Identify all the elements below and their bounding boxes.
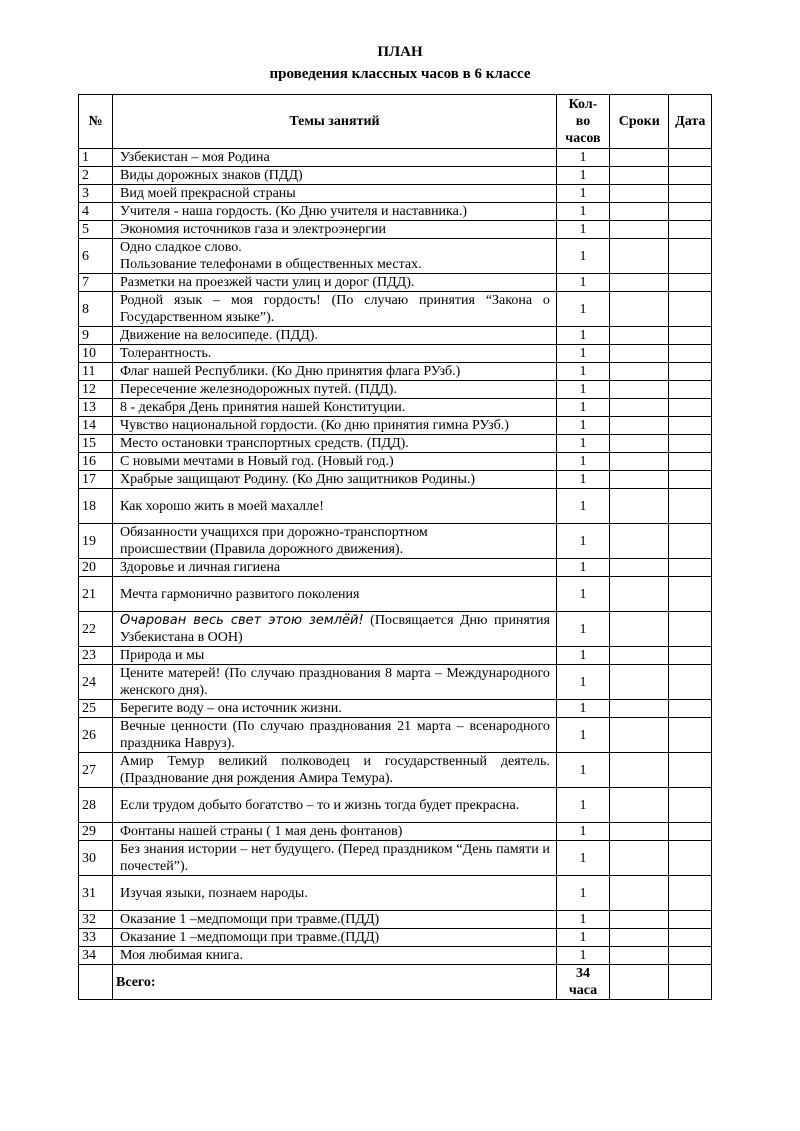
row-deadline bbox=[610, 471, 669, 489]
row-topic: Оказание 1 –медпомощи при травме.(ПДД) bbox=[112, 929, 556, 947]
row-topic: Фонтаны нашей страны ( 1 мая день фонтанов) bbox=[112, 823, 556, 841]
table-row bbox=[79, 947, 712, 965]
row-hours: 1 bbox=[556, 363, 609, 381]
row-hours: 1 bbox=[556, 647, 609, 665]
table-row bbox=[79, 559, 712, 577]
row-deadline bbox=[610, 292, 669, 327]
table-row bbox=[79, 274, 712, 292]
row-number: 5 bbox=[79, 221, 113, 239]
row-number: 11 bbox=[79, 363, 113, 381]
table-header-row bbox=[79, 95, 712, 149]
row-hours: 1 bbox=[556, 718, 609, 753]
row-number: 32 bbox=[79, 911, 113, 929]
row-date bbox=[669, 471, 712, 489]
row-number: 20 bbox=[79, 559, 113, 577]
row-topic: Моя любимая книга. bbox=[112, 947, 556, 965]
row-hours: 1 bbox=[556, 929, 609, 947]
total-hours bbox=[556, 965, 609, 1000]
row-date bbox=[669, 489, 712, 524]
row-date bbox=[669, 203, 712, 221]
plan-table bbox=[78, 94, 712, 1000]
row-date bbox=[669, 700, 712, 718]
row-hours: 1 bbox=[556, 911, 609, 929]
row-date bbox=[669, 823, 712, 841]
row-topic: Оказание 1 –медпомощи при травме.(ПДД) bbox=[112, 911, 556, 929]
table-row bbox=[79, 841, 712, 876]
row-deadline bbox=[610, 612, 669, 647]
row-topic: Пересечение железнодорожных путей. (ПДД). bbox=[112, 381, 556, 399]
row-number: 23 bbox=[79, 647, 113, 665]
row-number: 21 bbox=[79, 577, 113, 612]
row-deadline bbox=[610, 929, 669, 947]
table-row bbox=[79, 612, 712, 647]
row-deadline bbox=[610, 274, 669, 292]
row-topic-rest: (Посвящается Дню принятия Узбекистана в ООН) bbox=[119, 613, 550, 645]
row-deadline bbox=[610, 327, 669, 345]
row-number: 26 bbox=[79, 718, 113, 753]
column-header-hours-line1: Кол- bbox=[568, 97, 598, 112]
row-deadline bbox=[610, 221, 669, 239]
row-deadline bbox=[610, 788, 669, 823]
table-row bbox=[79, 399, 712, 417]
row-deadline bbox=[610, 647, 669, 665]
row-number: 3 bbox=[79, 185, 113, 203]
row-deadline bbox=[610, 841, 669, 876]
table-row bbox=[79, 718, 712, 753]
row-hours: 1 bbox=[556, 753, 609, 788]
row-date bbox=[669, 381, 712, 399]
table-row bbox=[79, 453, 712, 471]
row-date bbox=[669, 435, 712, 453]
row-deadline bbox=[610, 203, 669, 221]
row-topic: Родной язык – моя гордость! (По случаю принятия “Закона о Государственном языке”). bbox=[112, 292, 556, 327]
total-number-cell bbox=[79, 965, 113, 1000]
row-hours: 1 bbox=[556, 417, 609, 435]
row-deadline bbox=[610, 489, 669, 524]
row-deadline bbox=[610, 399, 669, 417]
row-deadline bbox=[610, 524, 669, 559]
row-deadline bbox=[610, 577, 669, 612]
row-topic bbox=[112, 612, 556, 647]
row-number: 34 bbox=[79, 947, 113, 965]
table-row bbox=[79, 665, 712, 700]
row-date bbox=[669, 399, 712, 417]
row-hours: 1 bbox=[556, 239, 609, 274]
row-topic: Узбекистан – моя Родина bbox=[112, 149, 556, 167]
row-deadline bbox=[610, 876, 669, 911]
row-hours: 1 bbox=[556, 381, 609, 399]
table-row bbox=[79, 149, 712, 167]
row-topic-line1: Обязанности учащихся при дорожно-транспортном bbox=[119, 525, 428, 540]
row-hours: 1 bbox=[556, 167, 609, 185]
row-deadline bbox=[610, 239, 669, 274]
row-date bbox=[669, 524, 712, 559]
row-number: 13 bbox=[79, 399, 113, 417]
row-topic: Здоровье и личная гигиена bbox=[112, 559, 556, 577]
total-hours-value: 34 bbox=[575, 966, 590, 981]
document-title: ПЛАН bbox=[377, 44, 423, 60]
row-number: 12 bbox=[79, 381, 113, 399]
column-header-deadline: Сроки bbox=[610, 95, 669, 149]
row-topic: Толерантность. bbox=[112, 345, 556, 363]
row-hours: 1 bbox=[556, 947, 609, 965]
row-deadline bbox=[610, 167, 669, 185]
table-row bbox=[79, 221, 712, 239]
row-date bbox=[669, 185, 712, 203]
row-topic-line2: Пользование телефонами в общественных местах. bbox=[119, 257, 422, 272]
table-row bbox=[79, 435, 712, 453]
row-number: 9 bbox=[79, 327, 113, 345]
table-row bbox=[79, 788, 712, 823]
row-topic: Виды дорожных знаков (ПДД) bbox=[112, 167, 556, 185]
table-row bbox=[79, 345, 712, 363]
row-date bbox=[669, 363, 712, 381]
row-date bbox=[669, 665, 712, 700]
row-topic: Изучая языки, познаем народы. bbox=[112, 876, 556, 911]
row-hours: 1 bbox=[556, 471, 609, 489]
row-date bbox=[669, 345, 712, 363]
row-topic: Храбрые защищают Родину. (Ко Дню защитников Родины.) bbox=[112, 471, 556, 489]
row-hours: 1 bbox=[556, 399, 609, 417]
row-hours: 1 bbox=[556, 823, 609, 841]
table-row bbox=[79, 823, 712, 841]
row-topic: Разметки на проезжей части улиц и дорог (ПДД). bbox=[112, 274, 556, 292]
row-hours: 1 bbox=[556, 841, 609, 876]
row-number: 1 bbox=[79, 149, 113, 167]
row-deadline bbox=[610, 559, 669, 577]
row-hours: 1 bbox=[556, 203, 609, 221]
row-date bbox=[669, 327, 712, 345]
row-deadline bbox=[610, 753, 669, 788]
row-number: 4 bbox=[79, 203, 113, 221]
row-date bbox=[669, 788, 712, 823]
table-row bbox=[79, 753, 712, 788]
row-deadline bbox=[610, 718, 669, 753]
row-hours: 1 bbox=[556, 489, 609, 524]
row-topic: С новыми мечтами в Новый год. (Новый год.) bbox=[112, 453, 556, 471]
row-date bbox=[669, 149, 712, 167]
row-date bbox=[669, 841, 712, 876]
row-topic-line2: происшествии (Правила дорожного движения). bbox=[119, 542, 404, 557]
table-row bbox=[79, 381, 712, 399]
row-hours: 1 bbox=[556, 453, 609, 471]
table-row bbox=[79, 363, 712, 381]
row-topic: Если трудом добыто богатство – то и жизнь тогда будет прекрасна. bbox=[112, 788, 556, 823]
row-topic: Чувство национальной гордости. (Ко дню принятия гимна РУзб.) bbox=[112, 417, 556, 435]
row-number: 27 bbox=[79, 753, 113, 788]
row-hours: 1 bbox=[556, 577, 609, 612]
table-row bbox=[79, 876, 712, 911]
row-date bbox=[669, 239, 712, 274]
table-row bbox=[79, 911, 712, 929]
column-header-date: Дата bbox=[669, 95, 712, 149]
table-row bbox=[79, 489, 712, 524]
row-number: 10 bbox=[79, 345, 113, 363]
row-topic: Амир Темур великий полководец и государственный деятель. (Празднование дня рождения Амира Темура). bbox=[112, 753, 556, 788]
total-deadline-cell bbox=[610, 965, 669, 1000]
table-row bbox=[79, 647, 712, 665]
row-hours: 1 bbox=[556, 700, 609, 718]
row-number: 29 bbox=[79, 823, 113, 841]
row-deadline bbox=[610, 149, 669, 167]
total-date-cell bbox=[669, 965, 712, 1000]
row-date bbox=[669, 718, 712, 753]
row-hours: 1 bbox=[556, 274, 609, 292]
row-date bbox=[669, 417, 712, 435]
table-row bbox=[79, 203, 712, 221]
row-date bbox=[669, 647, 712, 665]
row-number: 8 bbox=[79, 292, 113, 327]
row-deadline bbox=[610, 435, 669, 453]
table-row bbox=[79, 471, 712, 489]
row-date bbox=[669, 753, 712, 788]
row-hours: 1 bbox=[556, 327, 609, 345]
table-row bbox=[79, 239, 712, 274]
table-row bbox=[79, 524, 712, 559]
table-row bbox=[79, 292, 712, 327]
row-number: 30 bbox=[79, 841, 113, 876]
row-date bbox=[669, 167, 712, 185]
table-row bbox=[79, 700, 712, 718]
row-topic: Флаг нашей Республики. (Ко Дню принятия флага РУзб.) bbox=[112, 363, 556, 381]
row-number: 17 bbox=[79, 471, 113, 489]
row-number: 7 bbox=[79, 274, 113, 292]
row-topic: Без знания истории – нет будущего. (Перед праздником “День памяти и почестей”). bbox=[112, 841, 556, 876]
row-hours: 1 bbox=[556, 149, 609, 167]
row-topic-line1: Одно сладкое слово. bbox=[119, 240, 242, 255]
row-deadline bbox=[610, 185, 669, 203]
column-header-hours-line3: часов bbox=[565, 131, 601, 146]
row-topic: Экономия источников газа и электроэнергии bbox=[112, 221, 556, 239]
row-deadline bbox=[610, 911, 669, 929]
row-deadline bbox=[610, 417, 669, 435]
row-topic: 8 - декабря День принятия нашей Конституции. bbox=[112, 399, 556, 417]
column-header-topic: Темы занятий bbox=[112, 95, 556, 149]
row-hours: 1 bbox=[556, 788, 609, 823]
row-number: 2 bbox=[79, 167, 113, 185]
row-topic: Место остановки транспортных средств. (ПДД). bbox=[112, 435, 556, 453]
row-topic: Движение на велосипеде. (ПДД). bbox=[112, 327, 556, 345]
row-date bbox=[669, 577, 712, 612]
row-number: 14 bbox=[79, 417, 113, 435]
table-row bbox=[79, 417, 712, 435]
row-hours: 1 bbox=[556, 665, 609, 700]
row-deadline bbox=[610, 700, 669, 718]
row-hours: 1 bbox=[556, 345, 609, 363]
row-topic-italic-lead: Очарован весь свет этою землёй! bbox=[119, 613, 364, 628]
row-topic: Вид моей прекрасной страны bbox=[112, 185, 556, 203]
row-number: 31 bbox=[79, 876, 113, 911]
row-deadline bbox=[610, 823, 669, 841]
row-hours: 1 bbox=[556, 221, 609, 239]
row-topic bbox=[112, 239, 556, 274]
row-date bbox=[669, 559, 712, 577]
document-subtitle: проведения классных часов в 6 классе bbox=[269, 66, 531, 82]
row-topic: Как хорошо жить в моей махалле! bbox=[112, 489, 556, 524]
row-hours: 1 bbox=[556, 435, 609, 453]
row-number: 28 bbox=[79, 788, 113, 823]
row-date bbox=[669, 292, 712, 327]
row-topic bbox=[112, 524, 556, 559]
row-number: 24 bbox=[79, 665, 113, 700]
column-header-hours-line2: во bbox=[575, 114, 591, 129]
row-topic: Учителя - наша гордость. (Ко Дню учителя и наставника.) bbox=[112, 203, 556, 221]
row-topic: Вечные ценности (По случаю празднования 21 марта – всенародного праздника Навруз). bbox=[112, 718, 556, 753]
row-hours: 1 bbox=[556, 612, 609, 647]
column-header-number: № bbox=[79, 95, 113, 149]
table-row bbox=[79, 929, 712, 947]
row-hours: 1 bbox=[556, 559, 609, 577]
row-date bbox=[669, 947, 712, 965]
row-date bbox=[669, 453, 712, 471]
total-hours-unit: часа bbox=[568, 983, 598, 998]
row-number: 19 bbox=[79, 524, 113, 559]
row-date bbox=[669, 612, 712, 647]
row-date bbox=[669, 876, 712, 911]
row-topic: Цените матерей! (По случаю празднования 8 марта – Международного женского дня). bbox=[112, 665, 556, 700]
row-deadline bbox=[610, 363, 669, 381]
row-hours: 1 bbox=[556, 185, 609, 203]
row-deadline bbox=[610, 947, 669, 965]
row-topic: Мечта гармонично развитого поколения bbox=[112, 577, 556, 612]
row-date bbox=[669, 911, 712, 929]
table-row bbox=[79, 167, 712, 185]
table-row bbox=[79, 185, 712, 203]
row-topic: Природа и мы bbox=[112, 647, 556, 665]
row-deadline bbox=[610, 665, 669, 700]
row-date bbox=[669, 274, 712, 292]
row-deadline bbox=[610, 381, 669, 399]
row-deadline bbox=[610, 345, 669, 363]
row-date bbox=[669, 221, 712, 239]
table-row bbox=[79, 577, 712, 612]
table-row bbox=[79, 327, 712, 345]
row-hours: 1 bbox=[556, 292, 609, 327]
row-number: 6 bbox=[79, 239, 113, 274]
row-topic: Берегите воду – она источник жизни. bbox=[112, 700, 556, 718]
row-number: 33 bbox=[79, 929, 113, 947]
row-number: 25 bbox=[79, 700, 113, 718]
column-header-hours bbox=[556, 95, 609, 149]
table-total-row bbox=[79, 965, 712, 1000]
row-number: 18 bbox=[79, 489, 113, 524]
row-number: 22 bbox=[79, 612, 113, 647]
row-deadline bbox=[610, 453, 669, 471]
row-date bbox=[669, 929, 712, 947]
row-hours: 1 bbox=[556, 524, 609, 559]
row-number: 16 bbox=[79, 453, 113, 471]
row-hours: 1 bbox=[556, 876, 609, 911]
total-label: Всего: bbox=[112, 965, 556, 1000]
row-number: 15 bbox=[79, 435, 113, 453]
